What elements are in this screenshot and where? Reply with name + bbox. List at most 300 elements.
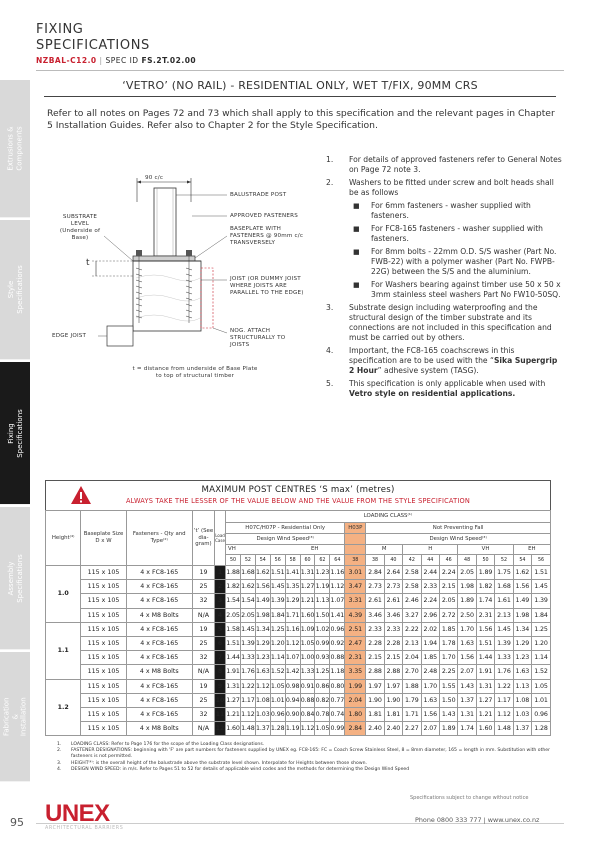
value-cell: 1.45: [532, 580, 551, 594]
note-text: ” adhesive system (TASG).: [377, 366, 479, 375]
code-separator: |: [99, 56, 106, 65]
value-cell: 1.81: [384, 707, 402, 721]
value-cell: 1.82: [476, 580, 494, 594]
note-text: Important, the FC8-165 coachscrews in this specification are to be used with the “: [349, 346, 515, 365]
load-case-cell: 12: [215, 722, 226, 736]
value-cell: 2.15: [366, 651, 384, 665]
value-cell: 1.78: [439, 636, 457, 650]
value-cell: 2.07: [421, 722, 439, 736]
value-cell: 1.97: [366, 679, 384, 693]
footnote-number: 2.: [57, 748, 62, 754]
fastener-cell: 4 x FC8-165: [126, 707, 192, 721]
post-centres-table-block: [45, 480, 551, 736]
value-cell: 1.61: [495, 594, 513, 608]
col-t-header: ‘t’ (See dia- gram): [192, 511, 214, 566]
washer-item: [349, 280, 562, 300]
h03p-blank-header: [345, 534, 366, 545]
wind-speed-cell: 38: [345, 555, 366, 566]
value-cell: 1.90: [384, 693, 402, 707]
chapter-sidebar: [0, 80, 30, 780]
washer-item: [349, 224, 562, 244]
value-cell: 2.28: [384, 636, 402, 650]
value-cell: 1.39: [240, 636, 255, 650]
value-cell: 2.72: [439, 608, 457, 622]
value-cell: 1.84: [532, 608, 551, 622]
value-cell: 1.70: [421, 679, 439, 693]
value-cell: 2.31: [345, 651, 366, 665]
value-cell: 1.51: [270, 566, 285, 580]
note-number: 1.: [326, 155, 334, 164]
t-cell: 19: [192, 566, 214, 580]
value-cell: 0.93: [315, 651, 330, 665]
value-cell: 1.35: [285, 580, 300, 594]
value-cell: 1.03: [513, 707, 531, 721]
value-cell: 1.12: [255, 679, 270, 693]
section-rule: [44, 96, 556, 97]
value-cell: 1.25: [532, 622, 551, 636]
washer-item-text: For 8mm bolts - 22mm O.D. S/S washer (Part No. FWB-22) with a polymer washer (Part No. FWPB-22G) between the S/S and the aluminium.: [371, 247, 557, 276]
value-cell: 1.12: [330, 580, 345, 594]
product-code: NZBAL-C12.0: [36, 56, 97, 65]
value-cell: 1.01: [270, 693, 285, 707]
value-cell: 1.29: [285, 594, 300, 608]
value-cell: 2.88: [366, 665, 384, 679]
value-cell: 1.34: [513, 622, 531, 636]
value-cell: 1.89: [439, 722, 457, 736]
value-cell: 1.85: [439, 622, 457, 636]
value-cell: 1.80: [345, 707, 366, 721]
note-1: [326, 155, 562, 175]
value-cell: 1.56: [513, 580, 531, 594]
nog-label: NOG. ATTACH STRUCTURALLY TO JOISTS: [230, 328, 286, 348]
value-cell: 1.08: [255, 693, 270, 707]
value-cell: 2.58: [403, 566, 421, 580]
t-label: t: [86, 258, 90, 268]
value-cell: 1.62: [255, 566, 270, 580]
sidebar-tab-style[interactable]: [0, 220, 30, 360]
loading-class-header: LOADING CLASS⁽¹⁾: [226, 511, 551, 523]
value-cell: 1.16: [330, 566, 345, 580]
value-cell: 1.33: [240, 651, 255, 665]
value-cell: 2.04: [345, 693, 366, 707]
dws-left-header: Design Wind Speed⁽³⁾: [226, 534, 345, 545]
value-cell: 1.39: [495, 636, 513, 650]
value-cell: 0.99: [315, 636, 330, 650]
value-cell: 1.31: [300, 566, 315, 580]
value-cell: 1.50: [315, 608, 330, 622]
value-cell: 1.43: [458, 679, 476, 693]
value-cell: 1.07: [285, 651, 300, 665]
value-cell: 1.51: [532, 566, 551, 580]
note-number: 4.: [326, 346, 334, 355]
value-cell: 1.29: [513, 636, 531, 650]
value-cell: 3.35: [345, 665, 366, 679]
washer-item: [349, 201, 562, 221]
value-cell: 3.27: [403, 608, 421, 622]
fastener-cell: 4 x FC8-165: [126, 622, 192, 636]
wind-speed-cell: 52: [495, 555, 513, 566]
value-cell: 0.96: [330, 622, 345, 636]
wind-speed-cell: 56: [270, 555, 285, 566]
value-cell: 1.60: [300, 608, 315, 622]
value-cell: 1.33: [300, 665, 315, 679]
baseplate-cell: 115 x 105: [81, 665, 126, 679]
value-cell: 1.00: [300, 651, 315, 665]
value-cell: 2.33: [421, 580, 439, 594]
spec-notes: [326, 155, 562, 402]
load-case-cell: 8: [215, 665, 226, 679]
height-cell: 1.2: [46, 679, 81, 736]
value-cell: 1.54: [226, 594, 241, 608]
value-cell: 2.51: [345, 622, 366, 636]
value-cell: 1.68: [495, 580, 513, 594]
value-cell: 1.76: [240, 665, 255, 679]
sidebar-tab-assembly[interactable]: [0, 507, 30, 650]
value-cell: 1.49: [255, 594, 270, 608]
table-heading: [45, 480, 551, 510]
height-cell: 1.0: [46, 566, 81, 623]
value-cell: 3.46: [366, 608, 384, 622]
value-cell: 1.21: [476, 707, 494, 721]
h03p-zone-header: [345, 545, 366, 555]
value-cell: 1.27: [476, 693, 494, 707]
section-title: ‘VETRO’ (NO RAIL) - RESIDENTIAL ONLY, WET T/FIX, 90MM CRS: [122, 79, 478, 92]
value-cell: 1.31: [476, 679, 494, 693]
value-cell: 1.62: [240, 580, 255, 594]
fastener-cell: 4 x M8 Bolts: [126, 722, 192, 736]
value-cell: 0.96: [270, 707, 285, 721]
value-cell: 1.63: [513, 665, 531, 679]
value-cell: 1.45: [270, 580, 285, 594]
value-cell: 1.94: [421, 636, 439, 650]
wind-speed-cell: 44: [421, 555, 439, 566]
wind-speed-cell: 38: [366, 555, 384, 566]
value-cell: 3.47: [345, 580, 366, 594]
value-cell: 1.18: [330, 665, 345, 679]
value-cell: 3.31: [345, 594, 366, 608]
value-cell: 1.51: [226, 636, 241, 650]
footnote-number: 3.: [57, 760, 62, 766]
value-cell: 1.44: [476, 651, 494, 665]
value-cell: 1.90: [366, 693, 384, 707]
t-cell: N/A: [192, 722, 214, 736]
wind-speed-cell: 46: [439, 555, 457, 566]
fastener-cell: 4 x FC8-165: [126, 594, 192, 608]
wind-speed-cell: 62: [315, 555, 330, 566]
value-cell: 1.37: [513, 722, 531, 736]
fastener-cell: 4 x FC8-165: [126, 566, 192, 580]
value-cell: 1.12: [300, 722, 315, 736]
value-cell: 1.19: [285, 722, 300, 736]
note-text: Substrate design including waterproofing and the structural design of the timber substrate and its connections are not included in this specification and must be carried out by others.: [349, 303, 552, 342]
note-number: 3.: [326, 303, 334, 312]
logo-tagline: ARCHITECTURAL BARRIERS: [45, 826, 124, 831]
value-cell: 1.99: [345, 679, 366, 693]
value-cell: 0.74: [330, 707, 345, 721]
sidebar-tab-label: Style Specifications: [6, 265, 23, 314]
value-cell: 1.42: [285, 665, 300, 679]
value-cell: 4.39: [345, 608, 366, 622]
value-cell: 2.58: [403, 580, 421, 594]
value-cell: 2.46: [403, 594, 421, 608]
t-cell: N/A: [192, 608, 214, 622]
table-row: [46, 707, 551, 721]
value-cell: 1.21: [226, 707, 241, 721]
value-cell: 1.84: [270, 608, 285, 622]
value-cell: 1.12: [285, 636, 300, 650]
value-cell: 1.22: [495, 679, 513, 693]
value-cell: 1.85: [421, 651, 439, 665]
height-cell: 1.1: [46, 622, 81, 679]
sidebar-tab-fabrication[interactable]: [0, 652, 30, 782]
value-cell: 0.80: [330, 679, 345, 693]
value-cell: 1.39: [532, 594, 551, 608]
value-cell: 1.31: [458, 707, 476, 721]
group-h03p-header: H03P: [345, 523, 366, 534]
wind-speed-cell: 64: [330, 555, 345, 566]
spec-code-line: [36, 56, 196, 65]
t-cell: 25: [192, 636, 214, 650]
value-cell: 2.64: [384, 566, 402, 580]
value-cell: 2.27: [403, 722, 421, 736]
value-cell: 2.28: [366, 636, 384, 650]
zone-eh-left: EH: [285, 545, 345, 555]
note-number: 2.: [326, 178, 334, 187]
sidebar-tab-fixing[interactable]: [0, 362, 30, 505]
value-cell: 2.05: [240, 608, 255, 622]
baseplate-cell: 115 x 105: [81, 594, 126, 608]
sidebar-tab-label: Extrusions & Components: [6, 126, 23, 171]
note-3: [326, 303, 562, 343]
value-cell: 0.86: [315, 679, 330, 693]
baseplate-cell: 115 x 105: [81, 651, 126, 665]
value-cell: 0.98: [285, 679, 300, 693]
value-cell: 2.73: [384, 580, 402, 594]
value-cell: 0.94: [285, 693, 300, 707]
value-cell: 2.40: [366, 722, 384, 736]
table-body: [46, 566, 551, 736]
table-row: [46, 679, 551, 693]
value-cell: 2.07: [458, 665, 476, 679]
bullet-icon: ■: [353, 202, 360, 210]
value-cell: 0.91: [300, 679, 315, 693]
fasteners-label: APPROVED FASTENERS: [230, 213, 298, 219]
fastener-cell: 4 x FC8-165: [126, 636, 192, 650]
value-cell: 2.05: [439, 594, 457, 608]
value-cell: 1.58: [226, 622, 241, 636]
value-cell: 2.48: [421, 665, 439, 679]
zone-m: M: [366, 545, 403, 555]
value-cell: 1.05: [270, 679, 285, 693]
note-bold: Vetro style on residential applications.: [349, 389, 516, 398]
baseplate-cell: 115 x 105: [81, 622, 126, 636]
load-case-cell: 11: [215, 707, 226, 721]
value-cell: 1.02: [315, 622, 330, 636]
fastener-cell: 4 x FC8-165: [126, 580, 192, 594]
value-cell: 1.81: [366, 707, 384, 721]
value-cell: 1.89: [476, 566, 494, 580]
bullet-icon: ■: [353, 248, 360, 256]
value-cell: 1.37: [458, 693, 476, 707]
dws-right-header: Design Wind Speed⁽³⁾: [366, 534, 551, 545]
value-cell: 2.24: [439, 566, 457, 580]
page-number: 95: [10, 816, 24, 829]
value-cell: 0.90: [285, 707, 300, 721]
value-cell: 0.78: [315, 707, 330, 721]
value-cell: 2.15: [384, 651, 402, 665]
t-cell: 25: [192, 580, 214, 594]
table-row: [46, 636, 551, 650]
table-warning: ALWAYS TAKE THE LESSER OF THE VALUE BELOW AND THE VALUE FROM THE STYLE SPECIFICATION: [125, 497, 471, 505]
value-cell: 2.33: [384, 622, 402, 636]
value-cell: 1.43: [439, 707, 457, 721]
value-cell: 1.07: [330, 594, 345, 608]
baseplate-cell: 115 x 105: [81, 580, 126, 594]
t-cell: N/A: [192, 665, 214, 679]
value-cell: 2.13: [495, 608, 513, 622]
fastener-cell: 4 x FC8-165: [126, 679, 192, 693]
table-row: [46, 566, 551, 580]
value-cell: 1.12: [495, 707, 513, 721]
value-cell: 1.70: [458, 622, 476, 636]
baseplate-cell: 115 x 105: [81, 693, 126, 707]
value-cell: 1.68: [240, 566, 255, 580]
value-cell: 1.22: [240, 679, 255, 693]
spec-change-note: Specifications subject to change without notice: [410, 795, 529, 801]
note-5: [326, 379, 562, 399]
table-row: [46, 608, 551, 622]
load-case-cell: 6: [215, 636, 226, 650]
value-cell: 2.44: [421, 566, 439, 580]
value-cell: 1.17: [240, 693, 255, 707]
value-cell: 1.03: [255, 707, 270, 721]
value-cell: 1.63: [421, 693, 439, 707]
value-cell: 1.88: [403, 679, 421, 693]
fastener-cell: 4 x M8 Bolts: [126, 665, 192, 679]
washer-item-text: For Washers bearing against timber use 50 x 50 x 3mm stainless steel washers Part No FW10-50SQ.: [371, 280, 561, 299]
bullet-icon: ■: [353, 225, 360, 233]
footnote: [57, 767, 557, 773]
value-cell: 1.23: [255, 651, 270, 665]
value-cell: 1.34: [255, 622, 270, 636]
group-h07-header: H07C/H07P - Residential Only: [226, 523, 345, 534]
value-cell: 1.88: [226, 566, 241, 580]
value-cell: 2.05: [226, 608, 241, 622]
value-cell: 2.61: [384, 594, 402, 608]
note-bold: Sika Supergrip 2 Hour: [349, 356, 558, 375]
wind-speed-cell: 50: [476, 555, 494, 566]
wind-speed-cell: 52: [240, 555, 255, 566]
value-cell: 2.31: [476, 608, 494, 622]
t-cell: 19: [192, 679, 214, 693]
table-row: [46, 651, 551, 665]
value-cell: 1.97: [384, 679, 402, 693]
load-case-cell: 5: [215, 622, 226, 636]
table-row: [46, 693, 551, 707]
zone-h: H: [403, 545, 458, 555]
spec-id-label: SPEC ID: [105, 56, 139, 65]
value-cell: 2.04: [403, 651, 421, 665]
footnote-text: LOADING CLASS: Refer to Page 176 for the scope of the Loading Class designations.: [71, 742, 265, 747]
edge-joist-label: EDGE JOIST: [52, 333, 87, 339]
t-cell: 32: [192, 707, 214, 721]
value-cell: 3.01: [345, 566, 366, 580]
value-cell: 2.40: [384, 722, 402, 736]
post-label: BALUSTRADE POST: [230, 192, 287, 198]
sidebar-tab-extrusions[interactable]: [0, 80, 30, 218]
value-cell: 1.71: [285, 608, 300, 622]
value-cell: 1.14: [532, 651, 551, 665]
load-case-cell: 2: [215, 580, 226, 594]
wind-speed-cell: 54: [255, 555, 270, 566]
baseplate-cell: 115 x 105: [81, 566, 126, 580]
wind-speed-cell: 40: [384, 555, 402, 566]
value-cell: 1.20: [270, 636, 285, 650]
wind-speed-cell: 42: [403, 555, 421, 566]
value-cell: 1.23: [513, 651, 531, 665]
value-cell: 1.09: [300, 622, 315, 636]
note-2: [326, 178, 562, 300]
value-cell: 1.01: [532, 693, 551, 707]
value-cell: 1.17: [495, 693, 513, 707]
value-cell: 1.52: [532, 665, 551, 679]
footnote-number: 4.: [57, 766, 62, 772]
value-cell: 1.98: [513, 608, 531, 622]
value-cell: 1.45: [495, 622, 513, 636]
value-cell: 1.28: [532, 722, 551, 736]
value-cell: 3.46: [384, 608, 402, 622]
value-cell: 1.49: [513, 594, 531, 608]
value-cell: 1.82: [226, 580, 241, 594]
heading-line-1: FIXING: [36, 22, 84, 37]
table-row: [46, 622, 551, 636]
note-4: [326, 346, 562, 376]
note-text: Washers to be fitted under screw and bolt heads shall be as follows: [349, 178, 554, 197]
intro-paragraph: Refer to all notes on Pages 72 and 73 which shall apply to this specification and the relevant pages in Chapter 5 Installation Guides. Refer also to Chapter 2 for the Style Specification.: [47, 108, 555, 131]
table-row: [46, 580, 551, 594]
value-cell: 1.54: [240, 594, 255, 608]
value-cell: 1.98: [255, 608, 270, 622]
value-cell: 0.96: [532, 707, 551, 721]
value-cell: 0.77: [330, 693, 345, 707]
value-cell: 2.50: [458, 608, 476, 622]
value-cell: 1.16: [285, 622, 300, 636]
value-cell: 1.60: [476, 722, 494, 736]
value-cell: 1.08: [513, 693, 531, 707]
value-cell: 1.48: [240, 722, 255, 736]
sidebar-tab-label: Fixing Specifications: [6, 408, 23, 458]
value-cell: 1.50: [439, 693, 457, 707]
table-row: [46, 665, 551, 679]
sidebar-tab-label: Assembly Specifications: [6, 553, 23, 603]
col-fasteners-header: Fasteners - Qty and Type⁽²⁾: [126, 511, 192, 566]
value-cell: 1.44: [226, 651, 241, 665]
value-cell: 2.84: [345, 722, 366, 736]
col-loadcase-header: Load Case: [215, 511, 226, 566]
value-cell: 1.51: [476, 636, 494, 650]
footnote-text: HEIGHT⁽⁴⁾: is the overall height of the balustrade above the substrate level shown. Interpolate for Heights between those shown.: [71, 760, 367, 766]
value-cell: 2.61: [366, 594, 384, 608]
zone-eh: EH: [513, 545, 550, 555]
value-cell: 1.14: [270, 651, 285, 665]
value-cell: 1.71: [403, 707, 421, 721]
value-cell: 1.89: [458, 594, 476, 608]
baseplate-label: BASEPLATE WITH FASTENERS @ 90mm c/c TRANSVERSELY: [230, 226, 304, 246]
washer-item-text: For FC8-165 fasteners - washer supplied with fasteners.: [371, 224, 543, 243]
value-cell: 1.79: [403, 693, 421, 707]
value-cell: 2.22: [403, 622, 421, 636]
header-rule: [36, 70, 564, 71]
